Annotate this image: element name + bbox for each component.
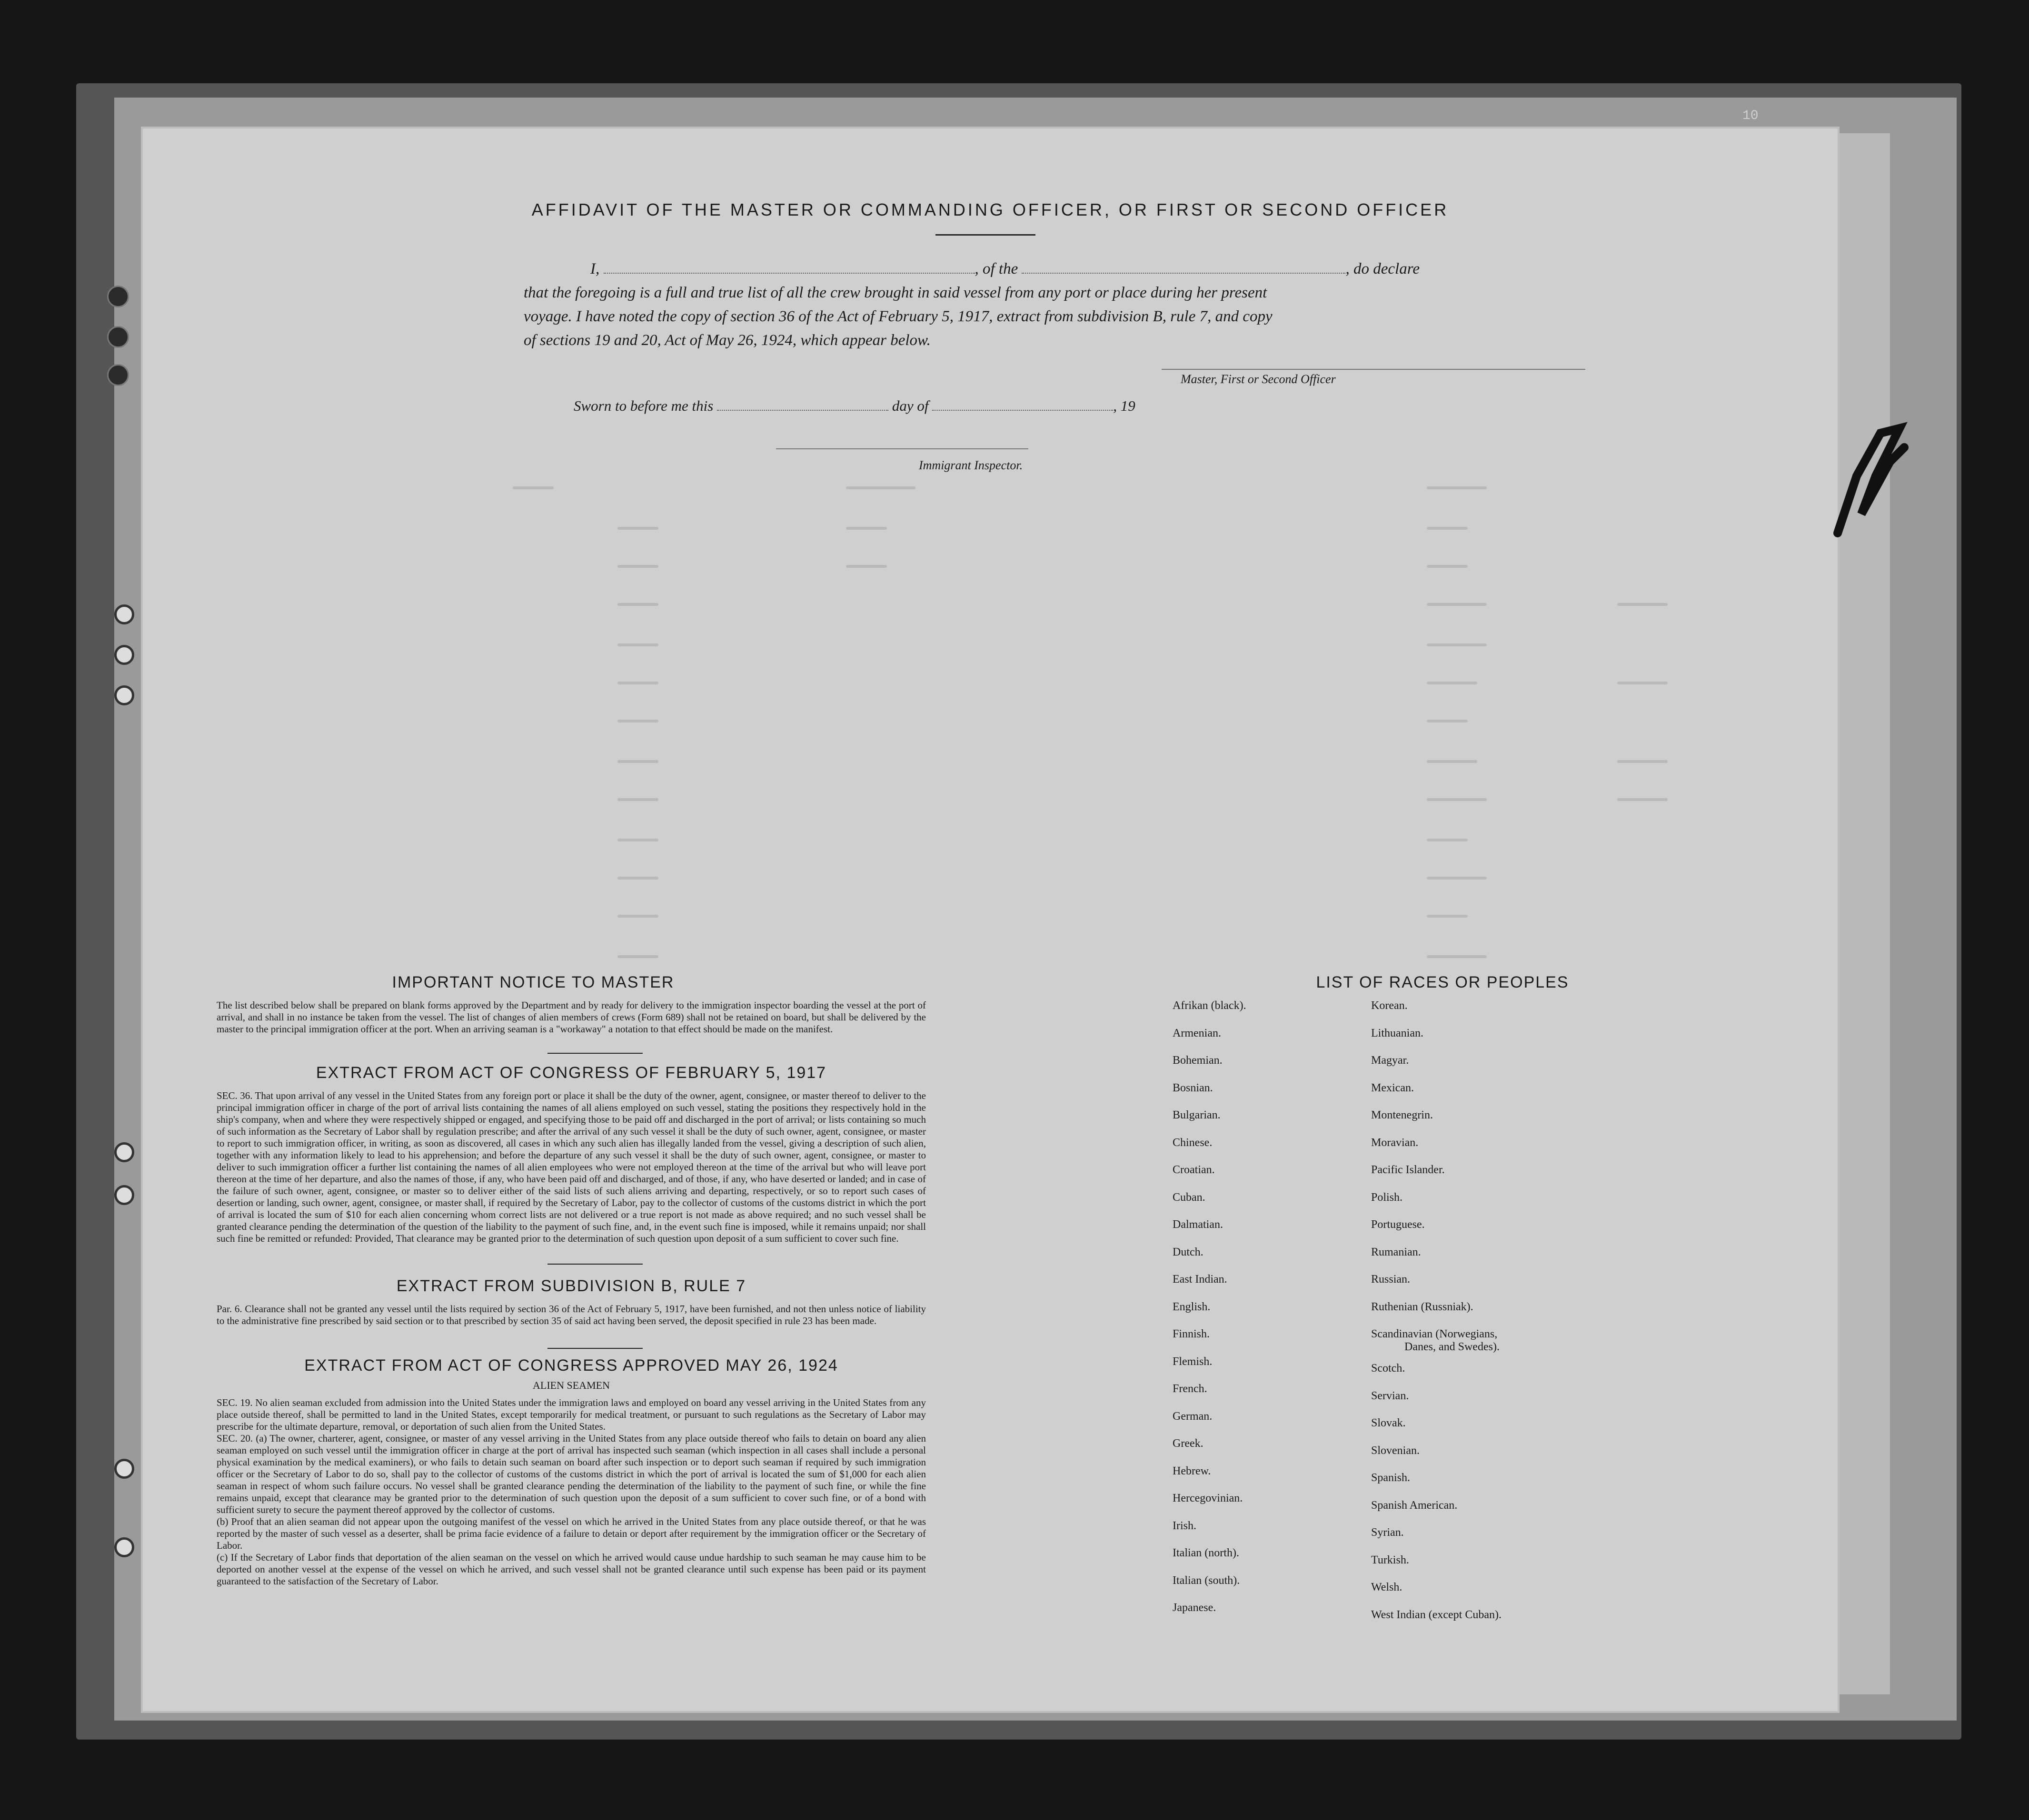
notice-rule: [547, 1053, 643, 1054]
race-item: Syrian.: [1371, 1526, 1404, 1539]
extract-rule7-text: Par. 6. Clearance shall not be granted any vessel until the lists required by section 36 of the Act of February 5, 1917, have been furnished, and not then unless notice of liability to the administrative fine prescribed by said section or to that prescribed by section 35 of said act having been served, the deposit specified in rule 23 has been made.: [217, 1303, 926, 1326]
extract-1917-heading: EXTRACT FROM ACT OF CONGRESS OF FEBRUARY 5, 1917: [316, 1064, 827, 1082]
race-item: Dutch.: [1173, 1246, 1203, 1258]
race-item: Korean.: [1371, 999, 1408, 1012]
race-item: Greek.: [1173, 1437, 1203, 1450]
sec20b-text: (b) Proof that an alien seaman did not appear upon the outgoing manifest of the vessel on which he arrived in the United States from any place outside thereof, or that he was reported by the master of such vessel as a deserter, shall be prima facie evidence of a failure to detain or deport after requirement by the immigration officer or the Secretary of Labor.: [217, 1516, 926, 1551]
year-label: , 19: [1113, 397, 1135, 414]
race-item: Slovenian.: [1371, 1444, 1420, 1457]
binder-hole: [114, 685, 134, 705]
race-item: Russian.: [1371, 1273, 1411, 1286]
month-blank: [932, 410, 1113, 411]
affidavit-title: AFFIDAVIT OF THE MASTER OR COMMANDING OFFICER, OR FIRST OR SECOND OFFICER: [531, 200, 1449, 219]
name-blank: [604, 273, 975, 274]
race-item: Scotch.: [1371, 1362, 1405, 1375]
declaration-line-4: of sections 19 and 20, Act of May 26, 1924, which appear below.: [524, 332, 931, 349]
declaration-line-1: [524, 257, 1590, 281]
sec20a-text: SEC. 20. (a) The owner, charterer, agent, consignee, or master of any vessel arriving in the United States from any place outside thereof who fails to detain on board any alien seaman employed on such vessel until the immigration officer in charge at the port of arrival has inspected such seaman (which inspection in all cases shall include a personal physical examination by the medical examiners), or who fails to detain such seaman on board after such inspection or to deport such seaman if required by such immigration officer or the Secretary of Labor to do so, shall pay to the collector of customs of the customs district in which the port of arrival is located the sum of $1,000 for each alien seaman in respect of whom such failure occurs. No vessel shall be granted clearance pending the determination of the liability to the payment of such fine, or while the fine remains unpaid, except that clearance may be granted prior to the determination of such question upon the deposit of a sum sufficient to cover such fine, or of a bond with sufficient surety to secure the payment thereof approved by the collector of customs.: [217, 1433, 926, 1515]
race-item: Italian (south).: [1173, 1574, 1240, 1587]
race-item: Finnish.: [1173, 1328, 1210, 1340]
race-item: Rumanian.: [1371, 1246, 1421, 1258]
sworn-label: Sworn to before me this: [574, 397, 714, 414]
inspector-signature-label: Immigrant Inspector.: [919, 458, 1023, 472]
race-item: Spanish.: [1371, 1472, 1411, 1484]
sworn-line: [574, 397, 1135, 415]
race-item: Flemish.: [1173, 1355, 1213, 1368]
race-item: Bosnian.: [1173, 1081, 1213, 1094]
declaration-text: [524, 257, 1590, 352]
race-item: English.: [1173, 1300, 1211, 1313]
race-item: Scandinavian (Norwegians,: [1371, 1328, 1498, 1340]
pencil-scribble: [1828, 419, 1914, 543]
declaration-line-2: that the foregoing is a full and true list of all the crew brought in said vessel from any port or place during her present: [524, 284, 1267, 301]
binder-hole: [114, 645, 134, 665]
race-item: Irish.: [1173, 1519, 1196, 1532]
title-rule: [935, 234, 1035, 236]
extract-1917-text: SEC. 36. That upon arrival of any vessel in the United States from any foreign port or place it shall be the duty of the owner, agent, consignee, or master thereof to deliver to the principal immigration officer in charge of the port of arrival lists containing the names of all aliens employed on such vessel, stating the positions they respectively hold in the ship's company, when and where they were respectively shipped or engaged, and specifying those to be paid off and discharged in the port of arrival; or lists containing so much of such information as the Secretary of Labor shall by regulation prescribe; and after the arrival of any such vessel it shall be the duty of such owner, agent, consignee, or master to report to such immigration officer, in writing, as soon as discovered, all cases in which any such alien has illegally landed from the vessel, giving a description of such alien, together with any information likely to lead to his apprehension; and before the departure of any such vessel it shall be the duty of such owner, agent, consignee, or master to deliver to such immigration officer a further list containing the names of all alien employees who were not employed thereon at the time of the arrival but who will leave port thereon at the time of her departure, and also the names of those, if any, who have been paid off and discharged, and of those, if any, who have deserted or landed; and in case of the failure of such owner, agent, consignee, or master so to deliver either of the said lists of such aliens arriving and departing, respectively, or so to report such cases of desertion or landing, such owner, agent, consignee, or master shall, if required by the Secretary of Labor, pay to the collector of customs of the customs district in which the port of arrival is located the sum of $10 for each alien concerning whom correct lists are not delivered or a true report is not made as above required; and no such vessel shall be granted clearance pending the determination of the question of the liability to the payment of such fine, and, in the event such fine is imposed, while it remains unpaid; nor shall such fine be remitted or refunded: Provided, That clearance may be granted prior to the determination of such question upon deposit of a sum sufficient to cover such fine.: [217, 1090, 926, 1244]
inspector-signature-line: [776, 448, 1028, 449]
binder-hole: [114, 1537, 134, 1557]
race-item: Spanish American.: [1371, 1499, 1458, 1512]
binder-hole: [107, 286, 129, 307]
race-item: Turkish.: [1371, 1553, 1409, 1566]
extract-1924-subheading: ALIEN SEAMEN: [533, 1379, 610, 1391]
race-item: Pacific Islander.: [1371, 1164, 1445, 1176]
race-item: Polish.: [1371, 1191, 1403, 1204]
race-item: Lithuanian.: [1371, 1027, 1423, 1039]
sec20c-text: (c) If the Secretary of Labor finds that deportation of the alien seaman on the vessel on which he arrived would cause undue hardship to such seaman he may cause him to be deported on another vessel at the expense of the vessel on which he arrived, and such vessel shall not be granted clearance until such expense has been paid or its payment guaranteed to the satisfaction of the Secretary of Labor.: [217, 1552, 926, 1587]
page-number: 10: [1742, 109, 1759, 123]
master-signature-label: Master, First or Second Officer: [1181, 372, 1336, 386]
race-item: Hercegovinian.: [1173, 1492, 1243, 1504]
extract-rule7-heading: EXTRACT FROM SUBDIVISION B, RULE 7: [396, 1277, 746, 1295]
race-item: Chinese.: [1173, 1136, 1213, 1149]
race-item: Portuguese.: [1371, 1218, 1425, 1231]
page-edge-strip: [1838, 133, 1890, 1694]
extract-1924-heading: EXTRACT FROM ACT OF CONGRESS APPROVED MAY 26, 1924: [304, 1356, 838, 1375]
race-item: West Indian (except Cuban).: [1371, 1608, 1502, 1621]
race-item: Welsh.: [1371, 1581, 1402, 1593]
race-item: Croatian.: [1173, 1164, 1215, 1176]
race-item: Afrikan (black).: [1173, 999, 1246, 1012]
notice-text: The list described below shall be prepared on blank forms approved by the Department and by ready for delivery to the immigration inspector boarding the vessel at the port of arrival, and shall in no instance be taken from the vessel. The list of changes of alien members of crews (Form 689) shall not be retained on board, but shall be delivered by the master to the principal immigration officer at the port. When an arriving seaman is a "workaway" a notation to that effect should be made on the manifest.: [217, 999, 926, 1035]
race-item: Danes, and Swedes).: [1404, 1341, 1500, 1353]
race-item: Armenian.: [1173, 1027, 1221, 1039]
race-item: Slovak.: [1371, 1417, 1406, 1429]
binder-hole: [114, 1185, 134, 1205]
day-blank: [717, 410, 888, 411]
extract-1924-body: [217, 1397, 926, 1587]
extract-1917-rule: [547, 1264, 643, 1265]
declaration-do-declare: , do declare: [1345, 260, 1420, 277]
binder-hole: [107, 326, 129, 348]
race-item: Mexican.: [1371, 1081, 1414, 1094]
extract-rule7-rule: [547, 1348, 643, 1349]
races-column-1: [1173, 992, 1246, 1622]
races-column-2: [1371, 992, 1502, 1629]
races-heading: LIST OF RACES OR PEOPLES: [1316, 973, 1569, 991]
race-item: German.: [1173, 1410, 1213, 1423]
race-item: Cuban.: [1173, 1191, 1205, 1204]
sec19-text: SEC. 19. No alien seaman excluded from admission into the United States under the immigration laws and employed on board any vessel arriving in the United States from any place outside thereof, shall be permitted to land in the United States, except temporarily for medical treatment, or pursuant to such regulations as the Secretary of Labor may prescribe for the ultimate departure, removal, or deportation of such alien from the United States.: [217, 1397, 926, 1432]
race-item: Moravian.: [1371, 1136, 1419, 1149]
binder-hole: [107, 364, 129, 386]
race-item: French.: [1173, 1383, 1207, 1395]
master-signature-line: [1162, 369, 1585, 370]
declaration-of-the: , of the: [975, 260, 1018, 277]
notice-heading: IMPORTANT NOTICE TO MASTER: [392, 973, 675, 991]
race-item: Hebrew.: [1173, 1464, 1211, 1477]
race-item: Japanese.: [1173, 1602, 1216, 1614]
race-item: Bulgarian.: [1173, 1109, 1221, 1121]
race-item: Bohemian.: [1173, 1054, 1223, 1067]
race-item: Dalmatian.: [1173, 1218, 1223, 1231]
affidavit-page: [143, 129, 1838, 1711]
binder-hole: [114, 1142, 134, 1162]
day-of-label: day of: [892, 397, 929, 414]
vessel-blank: [1022, 273, 1345, 274]
race-item: Montenegrin.: [1371, 1109, 1433, 1121]
declaration-line-3: voyage. I have noted the copy of section 36 of the Act of February 5, 1917, extract from subdivision B, rule 7, and copy: [524, 308, 1273, 325]
race-item: East Indian.: [1173, 1273, 1227, 1286]
race-item: Italian (north).: [1173, 1547, 1239, 1559]
binder-hole: [114, 604, 134, 624]
declaration-i: I,: [590, 260, 600, 277]
binder-hole: [114, 1459, 134, 1479]
race-item: Ruthenian (Russniak).: [1371, 1300, 1473, 1313]
race-item: Servian.: [1371, 1389, 1409, 1402]
race-item: Magyar.: [1371, 1054, 1409, 1067]
